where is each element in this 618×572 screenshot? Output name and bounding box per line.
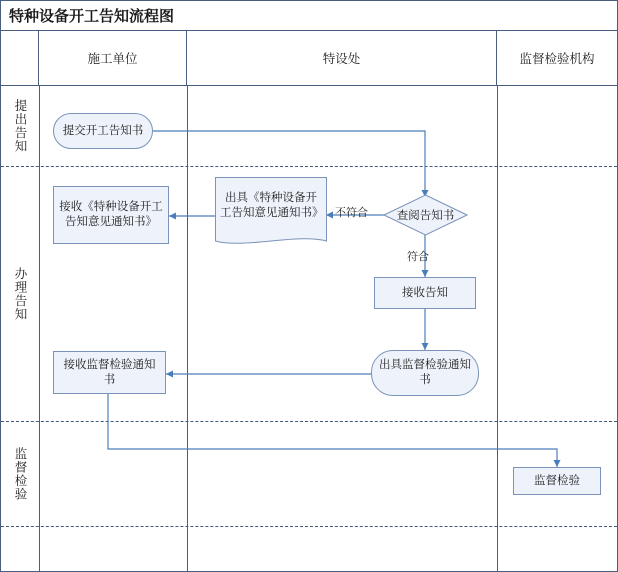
column-header-construction-unit: 施工单位 — [39, 31, 187, 86]
lane-divider-2 — [1, 421, 617, 422]
column-separator-1 — [39, 86, 40, 572]
column-separator-3 — [497, 86, 498, 572]
node-supervision-inspection[interactable]: 监督检验 — [513, 467, 601, 495]
lane-divider-3 — [1, 526, 617, 527]
document-shape-bottom — [215, 232, 327, 246]
column-separator-2 — [187, 86, 188, 572]
node-issue-opinion-notice[interactable]: 出具《特种设备开工告知意见通知书》 — [215, 177, 327, 245]
lane-label-process-notification: 办理告知 — [13, 266, 27, 321]
column-header-corner — [1, 31, 39, 86]
edge-label-conform: 符合 — [407, 251, 429, 263]
lane-label-submit-notification: 提出告知 — [13, 99, 27, 153]
lane-divider-1 — [1, 166, 617, 167]
column-header-row — [1, 31, 617, 86]
node-receive-opinion-notice[interactable]: 接收《特种设备开工告知意见通知书》 — [53, 186, 169, 244]
node-review-notification-label: 查阅告知书 — [396, 210, 455, 222]
lane-label-supervision-inspection: 监督检验 — [13, 446, 27, 501]
page-title-text: 特种设备开工告知流程图 — [9, 8, 175, 25]
node-accept-notification[interactable]: 接收告知 — [374, 277, 476, 309]
edge-label-not-conform: 不符合 — [335, 207, 368, 219]
node-issue-supervision-notice[interactable]: 出具监督检验通知书 — [371, 350, 479, 396]
page-title — [1, 1, 617, 31]
node-review-notification[interactable] — [383, 194, 468, 236]
node-receive-supervision-notice[interactable]: 接收监督检验通知书 — [53, 351, 166, 394]
node-submit-notification[interactable]: 提交开工告知书 — [53, 113, 153, 149]
column-header-special-equipment-office: 特设处 — [187, 31, 497, 86]
column-header-supervision-inspection-agency: 监督检验机构 — [497, 31, 617, 86]
